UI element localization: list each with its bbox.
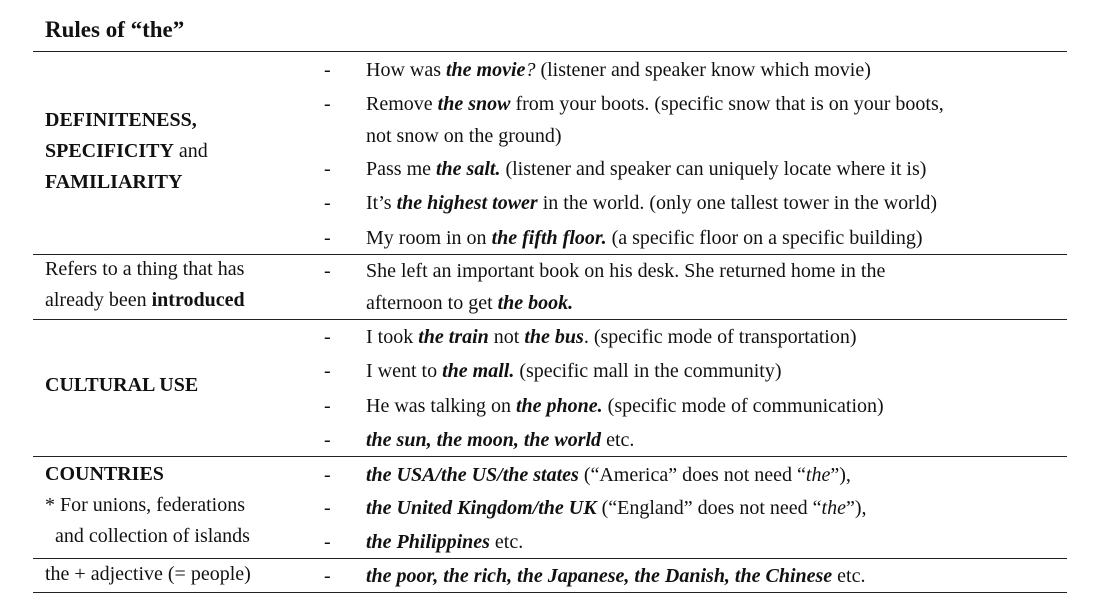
emphasis-text: the United Kingdom/the UK (366, 497, 597, 519)
emphasis (446, 59, 525, 81)
table-divider (33, 592, 1067, 593)
emphasis-text: the highest tower (396, 192, 538, 214)
emphasis (366, 429, 601, 451)
table-divider (33, 456, 1067, 457)
text-run: etc. (832, 565, 866, 587)
rule-category-line (45, 370, 320, 401)
text-run: She left an important book on his desk. She returned home in the (366, 260, 886, 282)
emphasis-text: the train (418, 326, 489, 348)
emphasis (366, 531, 490, 553)
text-run: How was (366, 59, 446, 81)
emphasis (516, 395, 603, 417)
text-run: not snow on the ground) (366, 125, 562, 147)
text-run: and collection of islands (45, 525, 250, 547)
bullet-dash: - (324, 360, 331, 382)
example-line (366, 124, 562, 148)
emphasis-text: introduced (151, 289, 245, 311)
bullet-dash: - (324, 395, 331, 417)
emphasis (366, 464, 579, 486)
emphasis-text: ? (525, 59, 536, 81)
emphasis-text: the fifth floor. (491, 227, 607, 249)
text-run: (a specific floor on a specific building) (606, 227, 923, 249)
emphasis (442, 360, 514, 382)
rule-category-line (45, 521, 320, 552)
table-divider (33, 51, 1067, 52)
text-run: ”), (845, 497, 867, 519)
rule-category-line (45, 285, 320, 316)
text-run: in the world. (only one tallest tower in the world) (537, 192, 938, 214)
text-run: Pass me (366, 158, 436, 180)
text-run: Refers to a thing that has (45, 258, 245, 280)
text-run: Remove (366, 93, 438, 115)
example-line (366, 428, 634, 452)
bullet-dash: - (324, 59, 331, 81)
emphasis-text: the salt. (436, 158, 501, 180)
emphasis-text: the snow (437, 93, 511, 115)
text-run: It’s (366, 192, 397, 214)
bullet-dash: - (324, 326, 331, 348)
bullet-dash: - (324, 429, 331, 451)
text-run: . (specific mode of transportation) (583, 326, 857, 348)
bullet-dash: - (324, 531, 331, 553)
example-line (366, 58, 871, 82)
text-run: (“America” does not need “ (578, 464, 806, 486)
rule-category-line (45, 105, 320, 136)
emphasis (366, 497, 597, 519)
example-line (366, 394, 884, 418)
rule-category-line (45, 459, 320, 490)
text-run: * For unions, federations (45, 494, 245, 516)
emphasis (418, 326, 489, 348)
emphasis-text: the USA/the US/the states (366, 464, 579, 486)
example-line (366, 259, 885, 283)
text-run: He was talking on (366, 395, 516, 417)
rule-category-line (45, 559, 320, 590)
text-run: (listener and speaker know which movie) (535, 59, 871, 81)
example-line (366, 530, 523, 554)
bullet-dash: - (324, 93, 331, 115)
emphasis-text: the book. (497, 292, 574, 314)
example-line (366, 564, 865, 588)
bullet-dash: - (324, 158, 331, 180)
example-line (366, 226, 923, 250)
emphasis (397, 192, 538, 214)
text-run: the + adjective (= people) (45, 563, 251, 585)
example-line (366, 359, 781, 383)
emphasis (438, 93, 511, 115)
text-run: I took (366, 326, 419, 348)
emphasis (366, 565, 832, 587)
table-divider (33, 319, 1067, 320)
text-run: (specific mall in the community) (514, 360, 782, 382)
emphasis-text: SPECIFICITY (45, 140, 174, 162)
text-run: (listener and speaker can uniquely locate where it is) (500, 158, 927, 180)
bullet-dash: - (324, 260, 331, 282)
text-run: ”), (830, 464, 851, 486)
bullet-dash: - (324, 497, 331, 519)
example-line (366, 157, 926, 181)
emphasis-text: the sun, the moon, the world (366, 429, 602, 451)
emphasis-text: the Philippines (366, 531, 490, 553)
text-run: and (173, 140, 208, 162)
text-run: (specific mode of communication) (602, 395, 884, 417)
example-line (366, 191, 937, 215)
bullet-dash: - (324, 565, 331, 587)
emphasis-text: the bus (524, 326, 584, 348)
text-run: etc. (489, 531, 524, 553)
text-run: My room in on (366, 227, 492, 249)
example-line (366, 463, 851, 487)
emphasis-text: the mall. (442, 360, 515, 382)
bullet-dash: - (324, 227, 331, 249)
rule-category-line (45, 254, 320, 285)
emphasis (498, 292, 574, 314)
emphasis-text: the poor, the rich, the Japanese, the Danish, the Chinese (366, 565, 833, 587)
bullet-dash: - (324, 464, 331, 486)
text-run: I went to (366, 360, 443, 382)
example-line (366, 496, 867, 520)
emphasis (524, 326, 583, 348)
rule-category-line (45, 136, 320, 167)
bullet-dash: - (324, 192, 331, 214)
emphasis-text: the (805, 464, 831, 486)
rule-category-line (45, 490, 320, 521)
emphasis-text: FAMILIARITY (45, 171, 183, 193)
text-run: (“England” does not need “ (596, 497, 822, 519)
emphasis-text: DEFINITENESS, (45, 109, 197, 131)
example-line (366, 92, 944, 116)
emphasis-text: the movie (446, 59, 526, 81)
text-run: already been (45, 289, 152, 311)
emphasis-text: CULTURAL USE (45, 374, 199, 396)
text-run: afternoon to get (366, 292, 498, 314)
example-line (366, 291, 573, 315)
text-run: etc. (601, 429, 635, 451)
emphasis-text: the phone. (515, 395, 603, 417)
emphasis-text: COUNTRIES (45, 463, 164, 485)
page-title: Rules of “the” (45, 17, 185, 42)
rule-category-line (45, 167, 320, 198)
text-run: not (488, 326, 525, 348)
emphasis (492, 227, 607, 249)
example-line (366, 325, 857, 349)
text-run: from your boots. (specific snow that is on your boots, (510, 93, 944, 115)
emphasis-text: the (821, 497, 846, 519)
emphasis (436, 158, 500, 180)
